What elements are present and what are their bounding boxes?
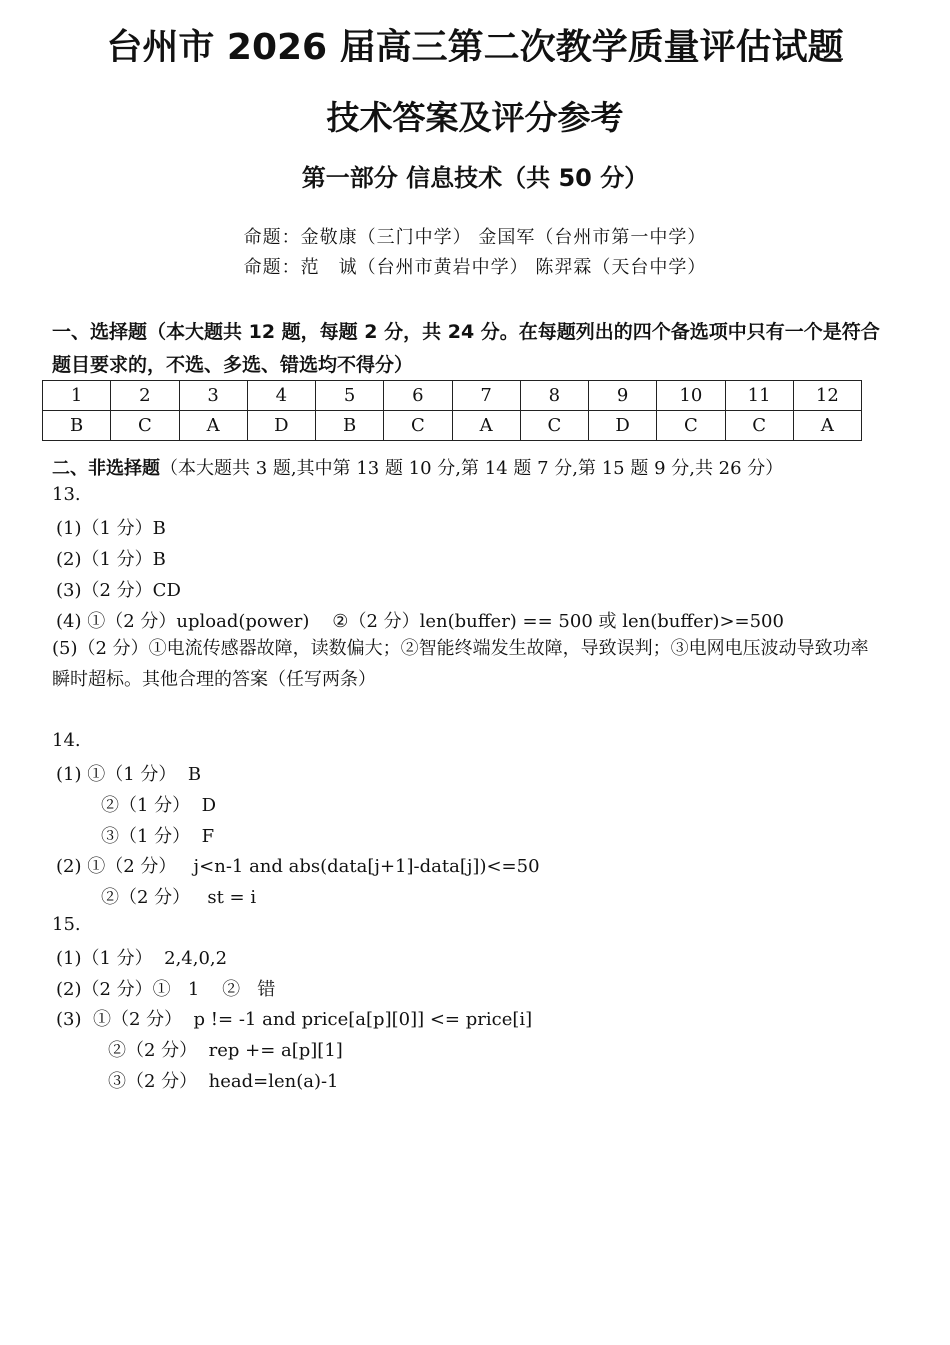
table-row-answers — [43, 411, 862, 441]
table-cell: C — [384, 411, 452, 441]
q13-answer-3: (3)（2 分）CD — [56, 580, 181, 601]
q14-answer-1-3: ③（1 分） F — [101, 826, 215, 847]
q13-answer-1: (1)（1 分）B — [56, 518, 166, 539]
table-cell: C — [520, 411, 588, 441]
table-cell: 1 — [43, 381, 111, 411]
table-cell: C — [657, 411, 725, 441]
section1-heading: 一、选择题（本大题共 12 题，每题 2 分，共 24 分。在每题列出的四个备选项中只有一个是符合题目要求的，不选、多选、错选均不得分） — [52, 321, 880, 376]
authors-line-2: 命题：范 诚（台州市黄岩中学） 陈羿霖（天台中学） — [243, 257, 707, 278]
table-cell: A — [452, 411, 520, 441]
table-cell: D — [589, 411, 657, 441]
section2-heading-bold: 二、非选择题 — [52, 458, 160, 479]
q15-answer-3-3: ③（2 分） head=len(a)-1 — [108, 1071, 339, 1092]
q13-answer-4: (4) ①（2 分）upload(power) ②（2 分）len(buffer) == 500 或 len(buffer)>=500 — [56, 611, 784, 632]
table-cell: 7 — [452, 381, 520, 411]
table-cell: C — [725, 411, 793, 441]
authors-line-1: 命题：金敬康（三门中学） 金国军（台州市第一中学） — [243, 227, 707, 248]
table-cell: 3 — [179, 381, 247, 411]
table-cell: D — [247, 411, 315, 441]
section2-heading — [52, 454, 912, 480]
section2-heading-rest: （本大题共 3 题,其中第 13 题 10 分,第 14 题 7 分,第 15 题 9 分,共 26 分） — [160, 458, 784, 479]
table-cell: A — [793, 411, 861, 441]
q14-answer-1-2: ②（1 分） D — [101, 795, 217, 816]
q14-answer-2-1: (2) ①（2 分） j<n-1 and abs(data[j+1]-data[j])<=50 — [56, 856, 540, 877]
q14-label: 14. — [52, 730, 81, 751]
table-cell: B — [316, 411, 384, 441]
table-cell: 9 — [589, 381, 657, 411]
main-title: 技术答案及评分参考 — [326, 98, 624, 137]
table-cell: B — [43, 411, 111, 441]
table-cell: 6 — [384, 381, 452, 411]
choice-answer-table — [42, 380, 862, 441]
q15-answer-3-2: ②（2 分） rep += a[p][1] — [108, 1040, 343, 1061]
part-title: 第一部分 信息技术（共 50 分） — [301, 164, 649, 192]
table-cell: A — [179, 411, 247, 441]
table-cell: 11 — [725, 381, 793, 411]
q13-answer-2: (2)（1 分）B — [56, 549, 166, 570]
table-cell: 12 — [793, 381, 861, 411]
q14-answer-1-1: (1) ①（1 分） B — [56, 764, 202, 785]
table-row-numbers — [43, 381, 862, 411]
exam-title: 台州市 2026 届高三第二次教学质量评估试题 — [106, 27, 844, 62]
q13-label: 13. — [52, 484, 81, 505]
table-cell: 2 — [111, 381, 179, 411]
q13-answer-5: (5)（2 分）①电流传感器故障，读数偏大；②智能终端发生故障，导致误判；③电网电压波动导致功率瞬时超标。其他合理的答案（任写两条） — [52, 638, 869, 690]
table-cell: 8 — [520, 381, 588, 411]
q15-label: 15. — [52, 914, 81, 935]
table-cell: C — [111, 411, 179, 441]
q15-answer-2: (2)（2 分）① 1 ② 错 — [56, 979, 276, 1000]
q14-answer-2-2: ②（2 分） st = i — [101, 887, 257, 908]
table-cell: 4 — [247, 381, 315, 411]
q15-answer-1: (1)（1 分） 2,4,0,2 — [56, 948, 228, 969]
q15-answer-3-1: (3) ①（2 分） p != -1 and price[a[p][0]] <= price[i] — [56, 1009, 533, 1030]
table-cell: 10 — [657, 381, 725, 411]
table-cell: 5 — [316, 381, 384, 411]
